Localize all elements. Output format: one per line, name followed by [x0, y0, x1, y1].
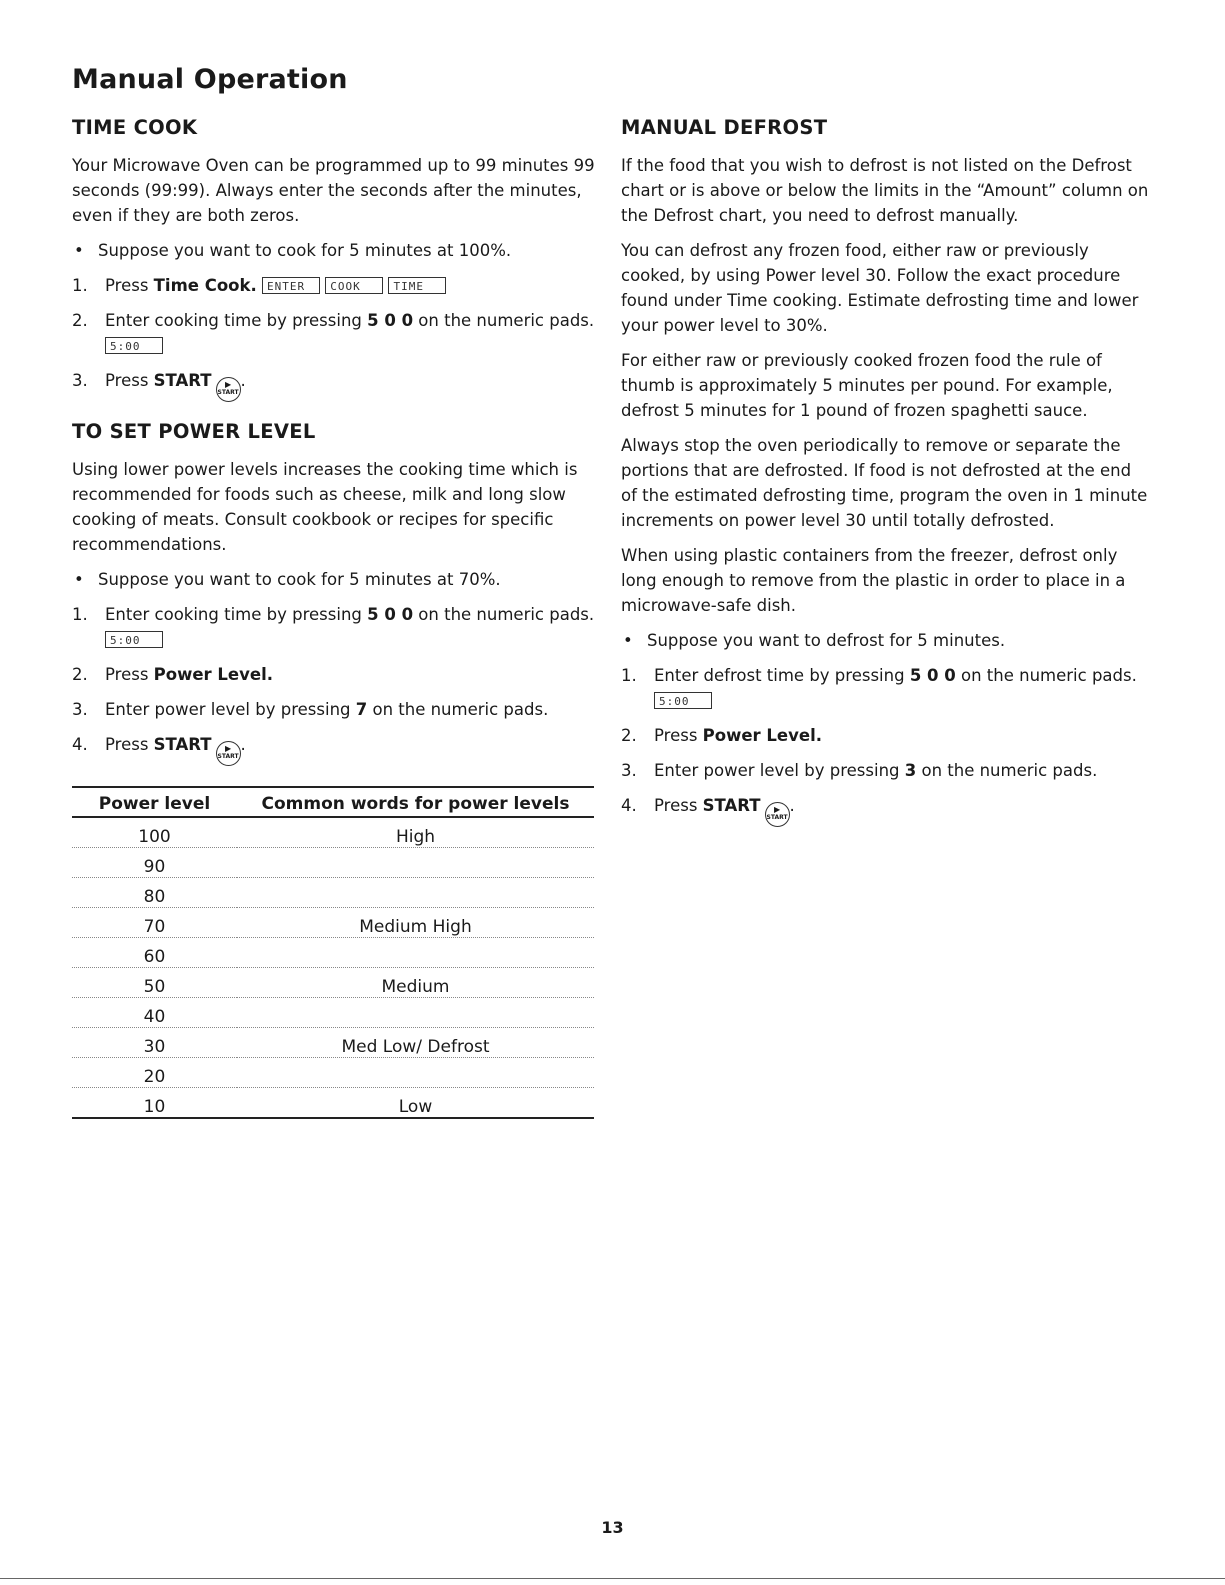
time-cook-intro: Your Microwave Oven can be programmed up to 99 minutes 99 seconds (99:99). Always enter the seconds after the minutes, even if they are both zeros. [72, 156, 595, 225]
power-level-table [72, 786, 594, 1119]
power-level-step-2: 2. Press Power Level. [72, 665, 273, 684]
power-level-intro: Using lower power levels increases the cooking time which is recommended for foods such as cheese, milk and long slow cooking of meats. Consult cookbook or recipes for specific recommendations. [72, 460, 578, 554]
manual-defrost-paragraph: When using plastic containers from the freezer, defrost only long enough to remove from the plastic in order to place in a microwave-safe dish. [621, 546, 1126, 615]
manual-defrost-step-4: 4. Press START ▶ START . [621, 793, 1151, 827]
left-column [72, 116, 602, 776]
time-cook-heading: TIME COOK [72, 116, 198, 139]
table-row: 100 High [72, 817, 594, 848]
table-header-power-level: Power level [72, 787, 237, 817]
time-cook-step-1: 1. Press Time Cook. ENTER COOK TIME [72, 273, 602, 298]
lcd-display-enter: ENTER [262, 277, 320, 294]
page-title: Manual Operation [72, 64, 348, 95]
table-row: 50 Medium [72, 968, 594, 998]
power-level-step-4: 4. Press START ▶ START . [72, 732, 602, 766]
manual-defrost-step-3: 3. Enter power level by pressing 3 on the numeric pads. [621, 761, 1098, 780]
power-level-step-3: 3. Enter power level by pressing 7 on the numeric pads. [72, 700, 549, 719]
lcd-display-500: 5:00 [105, 631, 163, 648]
bottom-rule [0, 1578, 1225, 1579]
manual-defrost-step-1: 1. Enter defrost time by pressing 5 0 0 on the numeric pads. 5:00 [621, 666, 1137, 708]
manual-defrost-paragraph: For either raw or previously cooked frozen food the rule of thumb is approximately 5 minutes per pound. For example, defrost 5 minutes for 1 pound of frozen spaghetti sauce. [621, 351, 1113, 420]
bullet-dot: • [74, 241, 84, 260]
table-row: 40 [72, 998, 594, 1028]
table-row: 30 Med Low/ Defrost [72, 1028, 594, 1058]
manual-defrost-heading: MANUAL DEFROST [621, 116, 828, 139]
power-level-bullet: • Suppose you want to cook for 5 minutes at 70%. [72, 567, 602, 592]
manual-defrost-paragraph: You can defrost any frozen food, either raw or previously cooked, by using Power level 30. Follow the exact procedure found under Time cooking. Estimate defrosting time and lower your power level to 30%. [621, 241, 1139, 335]
right-column [621, 116, 1151, 837]
power-level-step-1: 1. Enter cooking time by pressing 5 0 0 on the numeric pads. 5:00 [72, 605, 595, 647]
lcd-display-500: 5:00 [105, 337, 163, 354]
start-button-icon: ▶ START [216, 377, 241, 402]
power-level-heading: TO SET POWER LEVEL [72, 420, 316, 443]
lcd-display-500: 5:00 [654, 692, 712, 709]
table-row: 80 [72, 878, 594, 908]
start-button-icon: ▶ START [765, 802, 790, 827]
table-row: 70 Medium High [72, 908, 594, 938]
table-row: 60 [72, 938, 594, 968]
table-row: 10 Low [72, 1088, 594, 1119]
manual-defrost-bullet: • Suppose you want to defrost for 5 minutes. [621, 628, 1151, 653]
manual-defrost-paragraph: Always stop the oven periodically to remove or separate the portions that are defrosted. If food is not defrosted at the end of the estimated defrosting time, program the oven in 1 minute increments on power level 30 until totally defrosted. [621, 436, 1148, 530]
table-row: 20 [72, 1058, 594, 1088]
time-cook-step-2: 2. Enter cooking time by pressing 5 0 0 on the numeric pads. 5:00 [72, 311, 595, 353]
page-number: 13 [601, 1518, 624, 1537]
time-cook-step-3: 3. Press START ▶ START . [72, 368, 602, 402]
bullet-dot: • [74, 570, 84, 589]
lcd-display-cook: COOK [325, 277, 383, 294]
table-header-common-words: Common words for power levels [237, 787, 594, 817]
bullet-dot: • [623, 631, 633, 650]
table-row: 90 [72, 848, 594, 878]
time-cook-bullet: • Suppose you want to cook for 5 minutes at 100%. [72, 238, 602, 263]
start-button-icon: ▶ START [216, 741, 241, 766]
manual-defrost-paragraph: If the food that you wish to defrost is not listed on the Defrost chart or is above or below the limits in the “Amount” column on the Defrost chart, you need to defrost manually. [621, 156, 1149, 225]
manual-defrost-step-2: 2. Press Power Level. [621, 726, 822, 745]
lcd-display-time: TIME [388, 277, 446, 294]
